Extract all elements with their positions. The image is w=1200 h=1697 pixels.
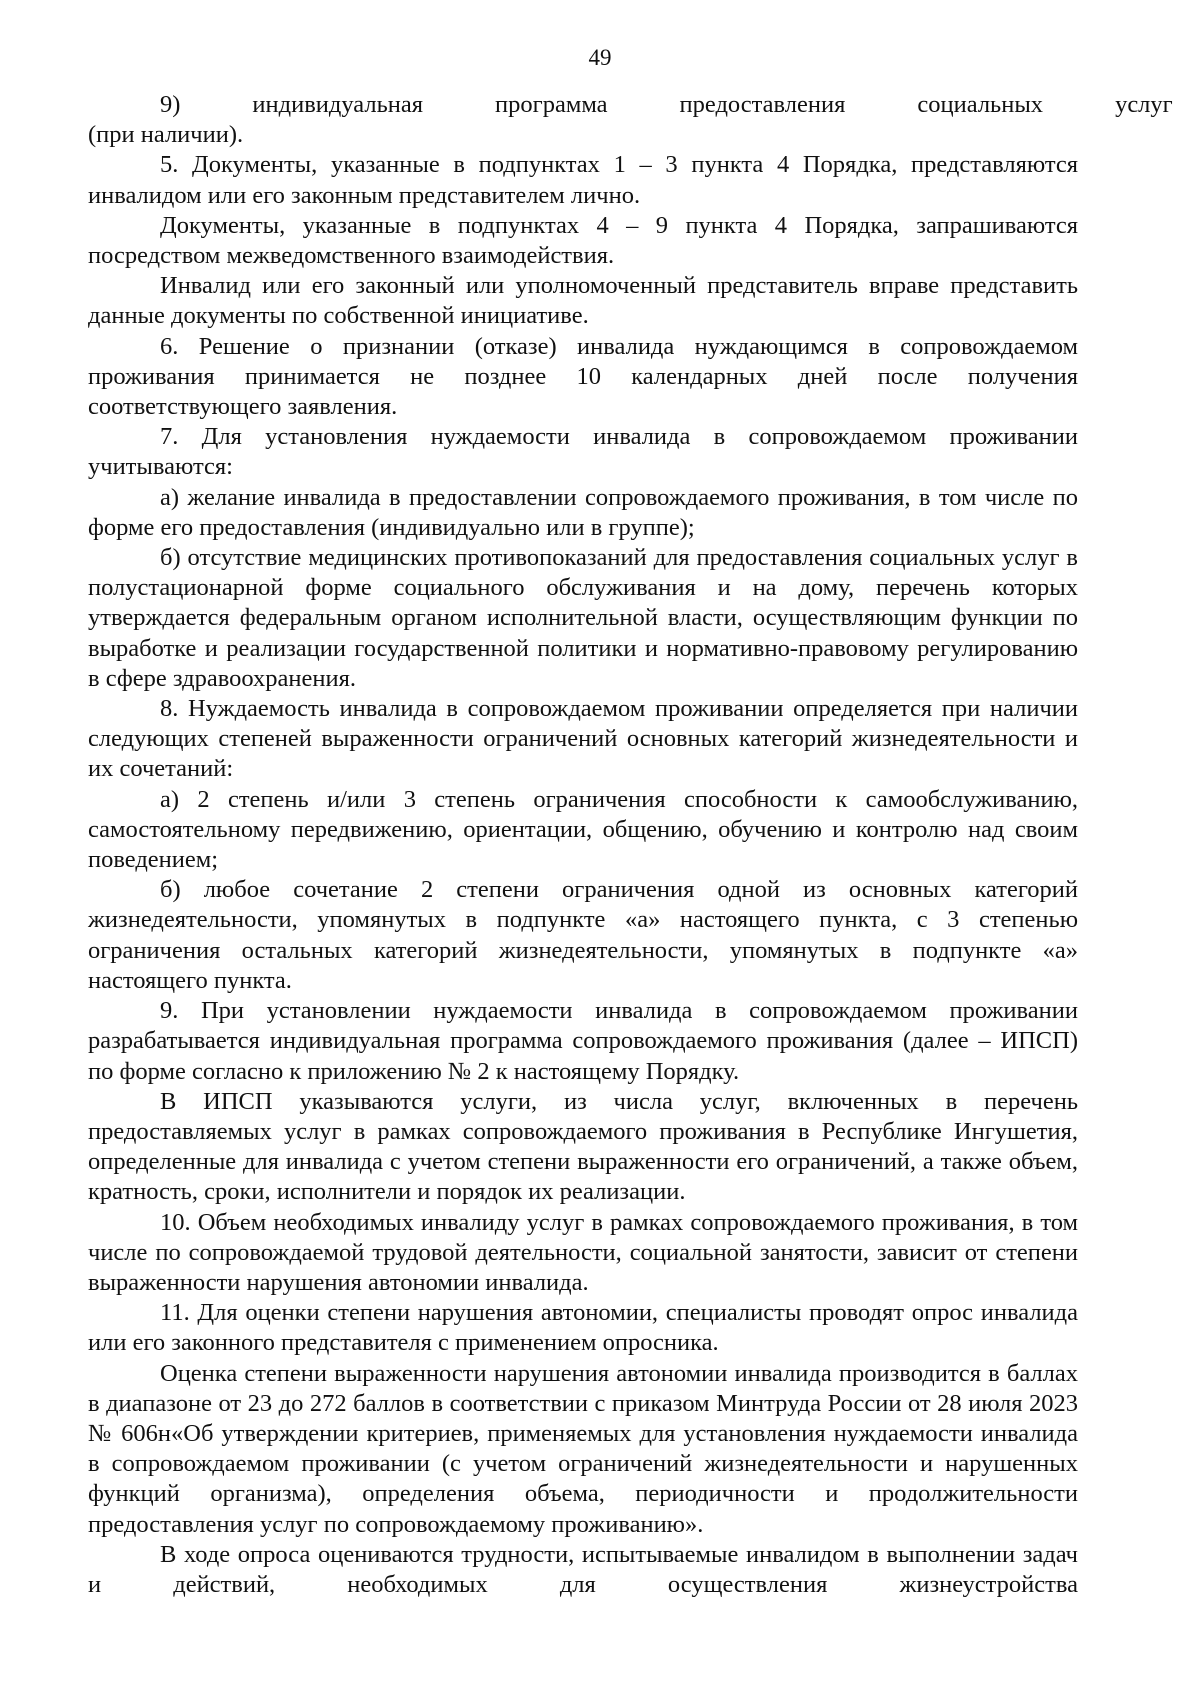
paragraph-7-a: а) желание инвалида в предоставлении сопровождаемого проживания, в том числе по форме его предоставления (индивидуально или в группе); — [88, 483, 1078, 541]
paragraph-5-queried-docs: Документы, указанные в подпунктах 4 – 9 пункта 4 Порядка, запрашиваются посредством межведомственного взаимодействия. — [88, 211, 1078, 270]
paragraph-11-assessment: Оценка степени выраженности нарушения автономии инвалида производится в баллах в диапазоне от 23 до 272 баллов в соответствии с приказом Минтруда России от 28 июля 2023 № 606н«Об утверждении критериев, применяемых для установления нуждаемости инвалида в сопровождаемом проживании (с учетом ограничений жизнедеятельности и нарушенных функций организма), определения объема, периодичности и продолжительности предоставления услуг по сопровождаемому проживанию». — [88, 1359, 1078, 1538]
paragraph-item-9 — [88, 90, 1173, 150]
paragraph-9-ipsp-services: В ИПСП указываются услуги, из числа услуг, включенных в перечень предоставляемых услуг в рамках сопровождаемого проживания в Республике Ингушетия, определенные для инвалида с учетом степени выраженности его ограничений, а также объем, кратность, сроки, исполнители и порядок их реализации. — [88, 1087, 1078, 1206]
paragraph-8-a: а) 2 степень и/или 3 степень ограничения способности к самообслуживанию, самостоятельному передвижению, ориентации, общению, обучению и контролю над своим поведением; — [88, 785, 1078, 874]
document-body — [88, 90, 1173, 1600]
paragraph-10: 10. Объем необходимых инвалиду услуг в рамках сопровождаемого проживания, в том числе по сопровождаемой трудовой деятельности, социальной занятости, зависит от степени выраженности нарушения автономии инвалида. — [88, 1208, 1078, 1296]
paragraph-11-survey: В ходе опроса оцениваются трудности, испытываемые инвалидом в выполнении задач и действий, необходимых для осуществления жизнеустройства — [88, 1540, 1078, 1598]
paragraph-8-b: б) любое сочетание 2 степени ограничения одной из основных категорий жизнедеятельности, упомянутых в подпункте «а» настоящего пункта, с 3 степенью ограничения остальных категорий жизнедеятельности, упомянутых в подпункте «а» настоящего пункта. — [88, 876, 1078, 994]
paragraph-9: 9. При установлении нуждаемости инвалида в сопровождаемом проживании разрабатывается индивидуальная программа сопровождаемого проживания (далее – ИПСП) по форме согласно к приложению № 2 к настоящему Порядку. — [88, 997, 1078, 1085]
paragraph-11: 11. Для оценки степени нарушения автономии, специалисты проводят опрос инвалида или его законного представителя с применением опросника. — [88, 1299, 1078, 1357]
paragraph-6: 6. Решение о признании (отказе) инвалида нуждающимся в сопровождаемом проживания принимается не позднее 10 календарных дней после получения соответствующего заявления. — [88, 332, 1078, 421]
paragraph-5: 5. Документы, указанные в подпунктах 1 – 3 пункта 4 Порядка, представляются инвалидом или его законным представителем лично. — [88, 151, 1078, 209]
paragraph-item-9-rest: (при наличии). — [88, 121, 244, 149]
paragraph-5-own-initiative: Инвалид или его законный или уполномоченный представитель вправе представить данные документы по собственной инициативе. — [88, 272, 1078, 330]
paragraph-item-9-first-line: 9) индивидуальная программа предоставления социальных услуг — [160, 91, 1173, 118]
paragraph-7: 7. Для установления нуждаемости инвалида в сопровождаемом проживании учитываются: — [88, 423, 1078, 481]
paragraph-8: 8. Нуждаемость инвалида в сопровождаемом проживании определяется при наличии следующих степеней выраженности ограничений основных категорий жизнедеятельности и их сочетаний: — [88, 695, 1078, 783]
page-number: 49 — [588, 45, 612, 70]
paragraph-7-b: б) отсутствие медицинских противопоказаний для предоставления социальных услуг в полустационарной форме социального обслуживания и на дому, перечень которых утверждается федеральным органом исполнительной власти, осуществляющим функции по выработке и реализации государственной политики и нормативно-правовому регулированию в сфере здравоохранения. — [88, 544, 1078, 692]
